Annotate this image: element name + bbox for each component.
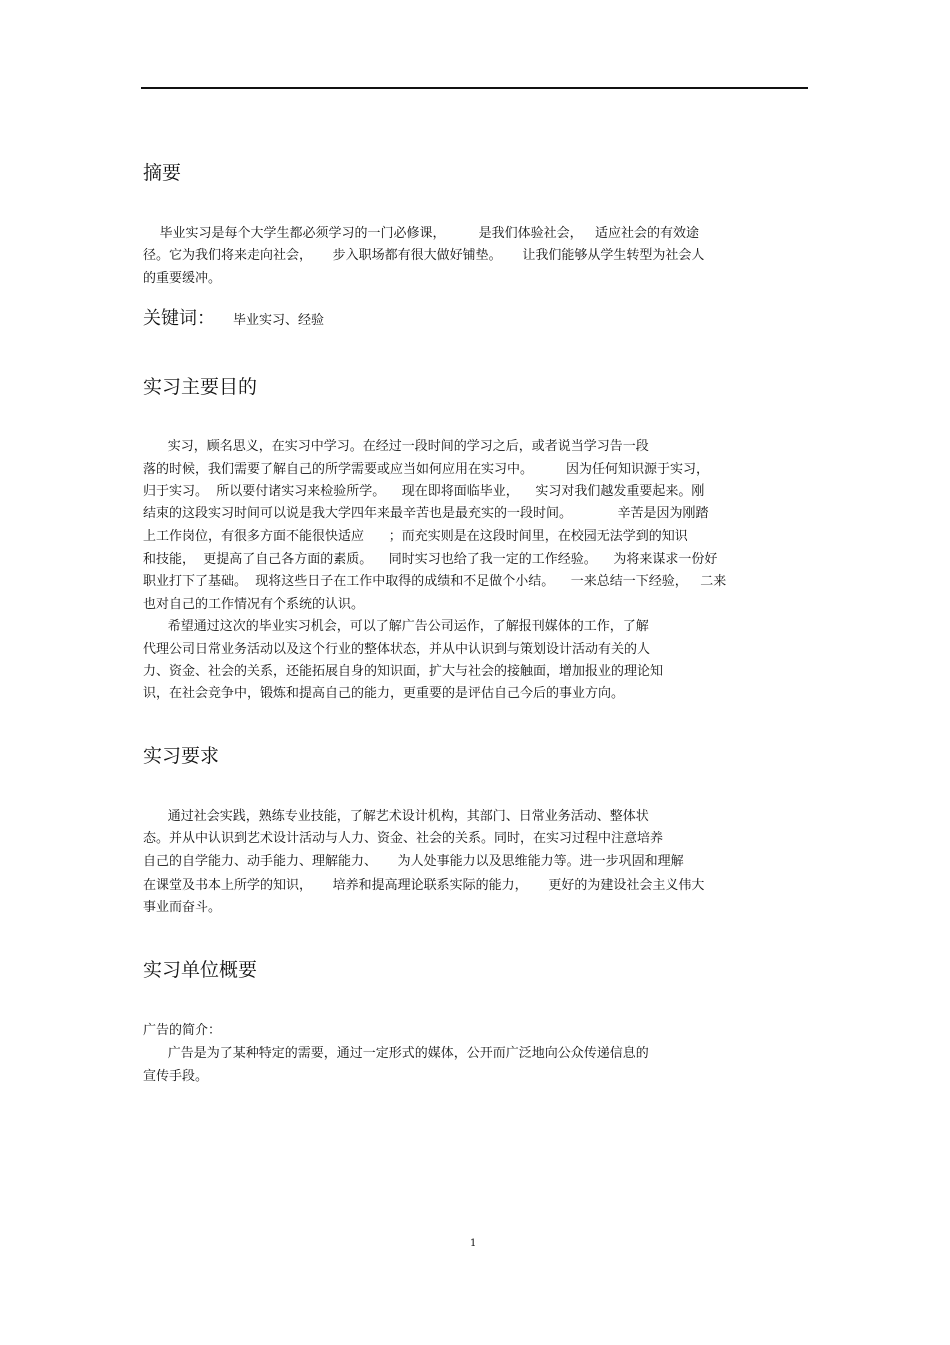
requirements-heading: 实习要求 — [143, 745, 220, 767]
abstract-line: 的重要缓冲。 — [143, 271, 222, 286]
purpose-line: 归于实习。 所以要付诸实习来检验所学。 现在即将面临毕业， 实习对我们越发重要起来。刚 — [143, 484, 705, 499]
purpose-line: 也对自己的工作情况有个系统的认识。 — [143, 597, 365, 612]
purpose-line: 落的时候，我们需要了解自己的所学需要或应当如何应用在实习中。 因为任何知识源于实习， — [143, 462, 710, 477]
purpose-line: 代理公司日常业务活动以及这个行业的整体状态，并从中认识到与策划设计活动有关的人 — [143, 642, 651, 657]
abstract-line: 毕业实习是每个大学生都必须学习的一门必修课， 是我们体验社会， 适应社会的有效途 — [143, 226, 699, 241]
abstract-line: 径。它为我们将来走向社会， 步入职场都有很大做好铺垫。 让我们能够从学生转型为社会人 — [143, 248, 705, 263]
requirements-line: 自己的自学能力、动手能力、理解能力、 为人处事能力以及思维能力等。进一步巩固和理解 — [143, 854, 684, 869]
requirements-line: 事业而奋斗。 — [143, 900, 222, 915]
purpose-line: 职业打下了基础。 现将这些日子在工作中取得的成绩和不足做个小结。 一来总结一下经验， 二来 — [143, 574, 727, 589]
unit-line: 宣传手段。 — [143, 1069, 209, 1084]
header-rule — [141, 87, 808, 89]
keywords-value: 毕业实习、经验 — [233, 313, 325, 328]
requirements-line: 在课堂及书本上所学的知识， 培养和提高理论联系实际的能力， 更好的为建设社会主义伟大 — [143, 878, 705, 893]
purpose-line: 和技能， 更提高了自己各方面的素质。 同时实习也给了我一定的工作经验。 为将来谋求一份好 — [143, 552, 718, 567]
keywords-row — [143, 304, 324, 330]
purpose-heading: 实习主要目的 — [143, 376, 258, 398]
purpose-line: 结束的这段实习时间可以说是我大学四年来最辛苦也是最充实的一段时间。 辛苦是因为刚踏 — [143, 506, 709, 521]
requirements-line: 通过社会实践，熟练专业技能，了解艺术设计机构，其部门、日常业务活动、整体状 — [143, 809, 649, 824]
purpose-line: 上工作岗位，有很多方面不能很快适应 ；而充实则是在这段时间里，在校园无法学到的知识 — [143, 529, 688, 544]
purpose-line: 希望通过这次的毕业实习机会，可以了解广告公司运作，了解报刊媒体的工作，了解 — [143, 619, 649, 634]
purpose-line: 实习，顾名思义，在实习中学习。在经过一段时间的学习之后，或者说当学习告一段 — [143, 439, 649, 454]
unit-heading: 实习单位概要 — [143, 959, 258, 981]
abstract-heading: 摘要 — [143, 162, 182, 184]
requirements-line: 态。并从中认识到艺术设计活动与人力、资金、社会的关系。同时，在实习过程中注意培养 — [143, 831, 664, 846]
keywords-label: 关键词： — [143, 308, 215, 329]
page-number: 1 — [470, 1238, 477, 1249]
purpose-line: 识，在社会竞争中，锻炼和提高自己的能力，更重要的是评估自己今后的事业方向。 — [143, 686, 625, 701]
purpose-line: 力、资金、社会的关系，还能拓展自身的知识面，扩大与社会的接触面，增加报业的理论知 — [143, 664, 664, 679]
unit-line: 广告的简介： — [143, 1023, 222, 1038]
unit-line: 广告是为了某种特定的需要，通过一定形式的媒体，公开而广泛地向公众传递信息的 — [143, 1046, 649, 1061]
